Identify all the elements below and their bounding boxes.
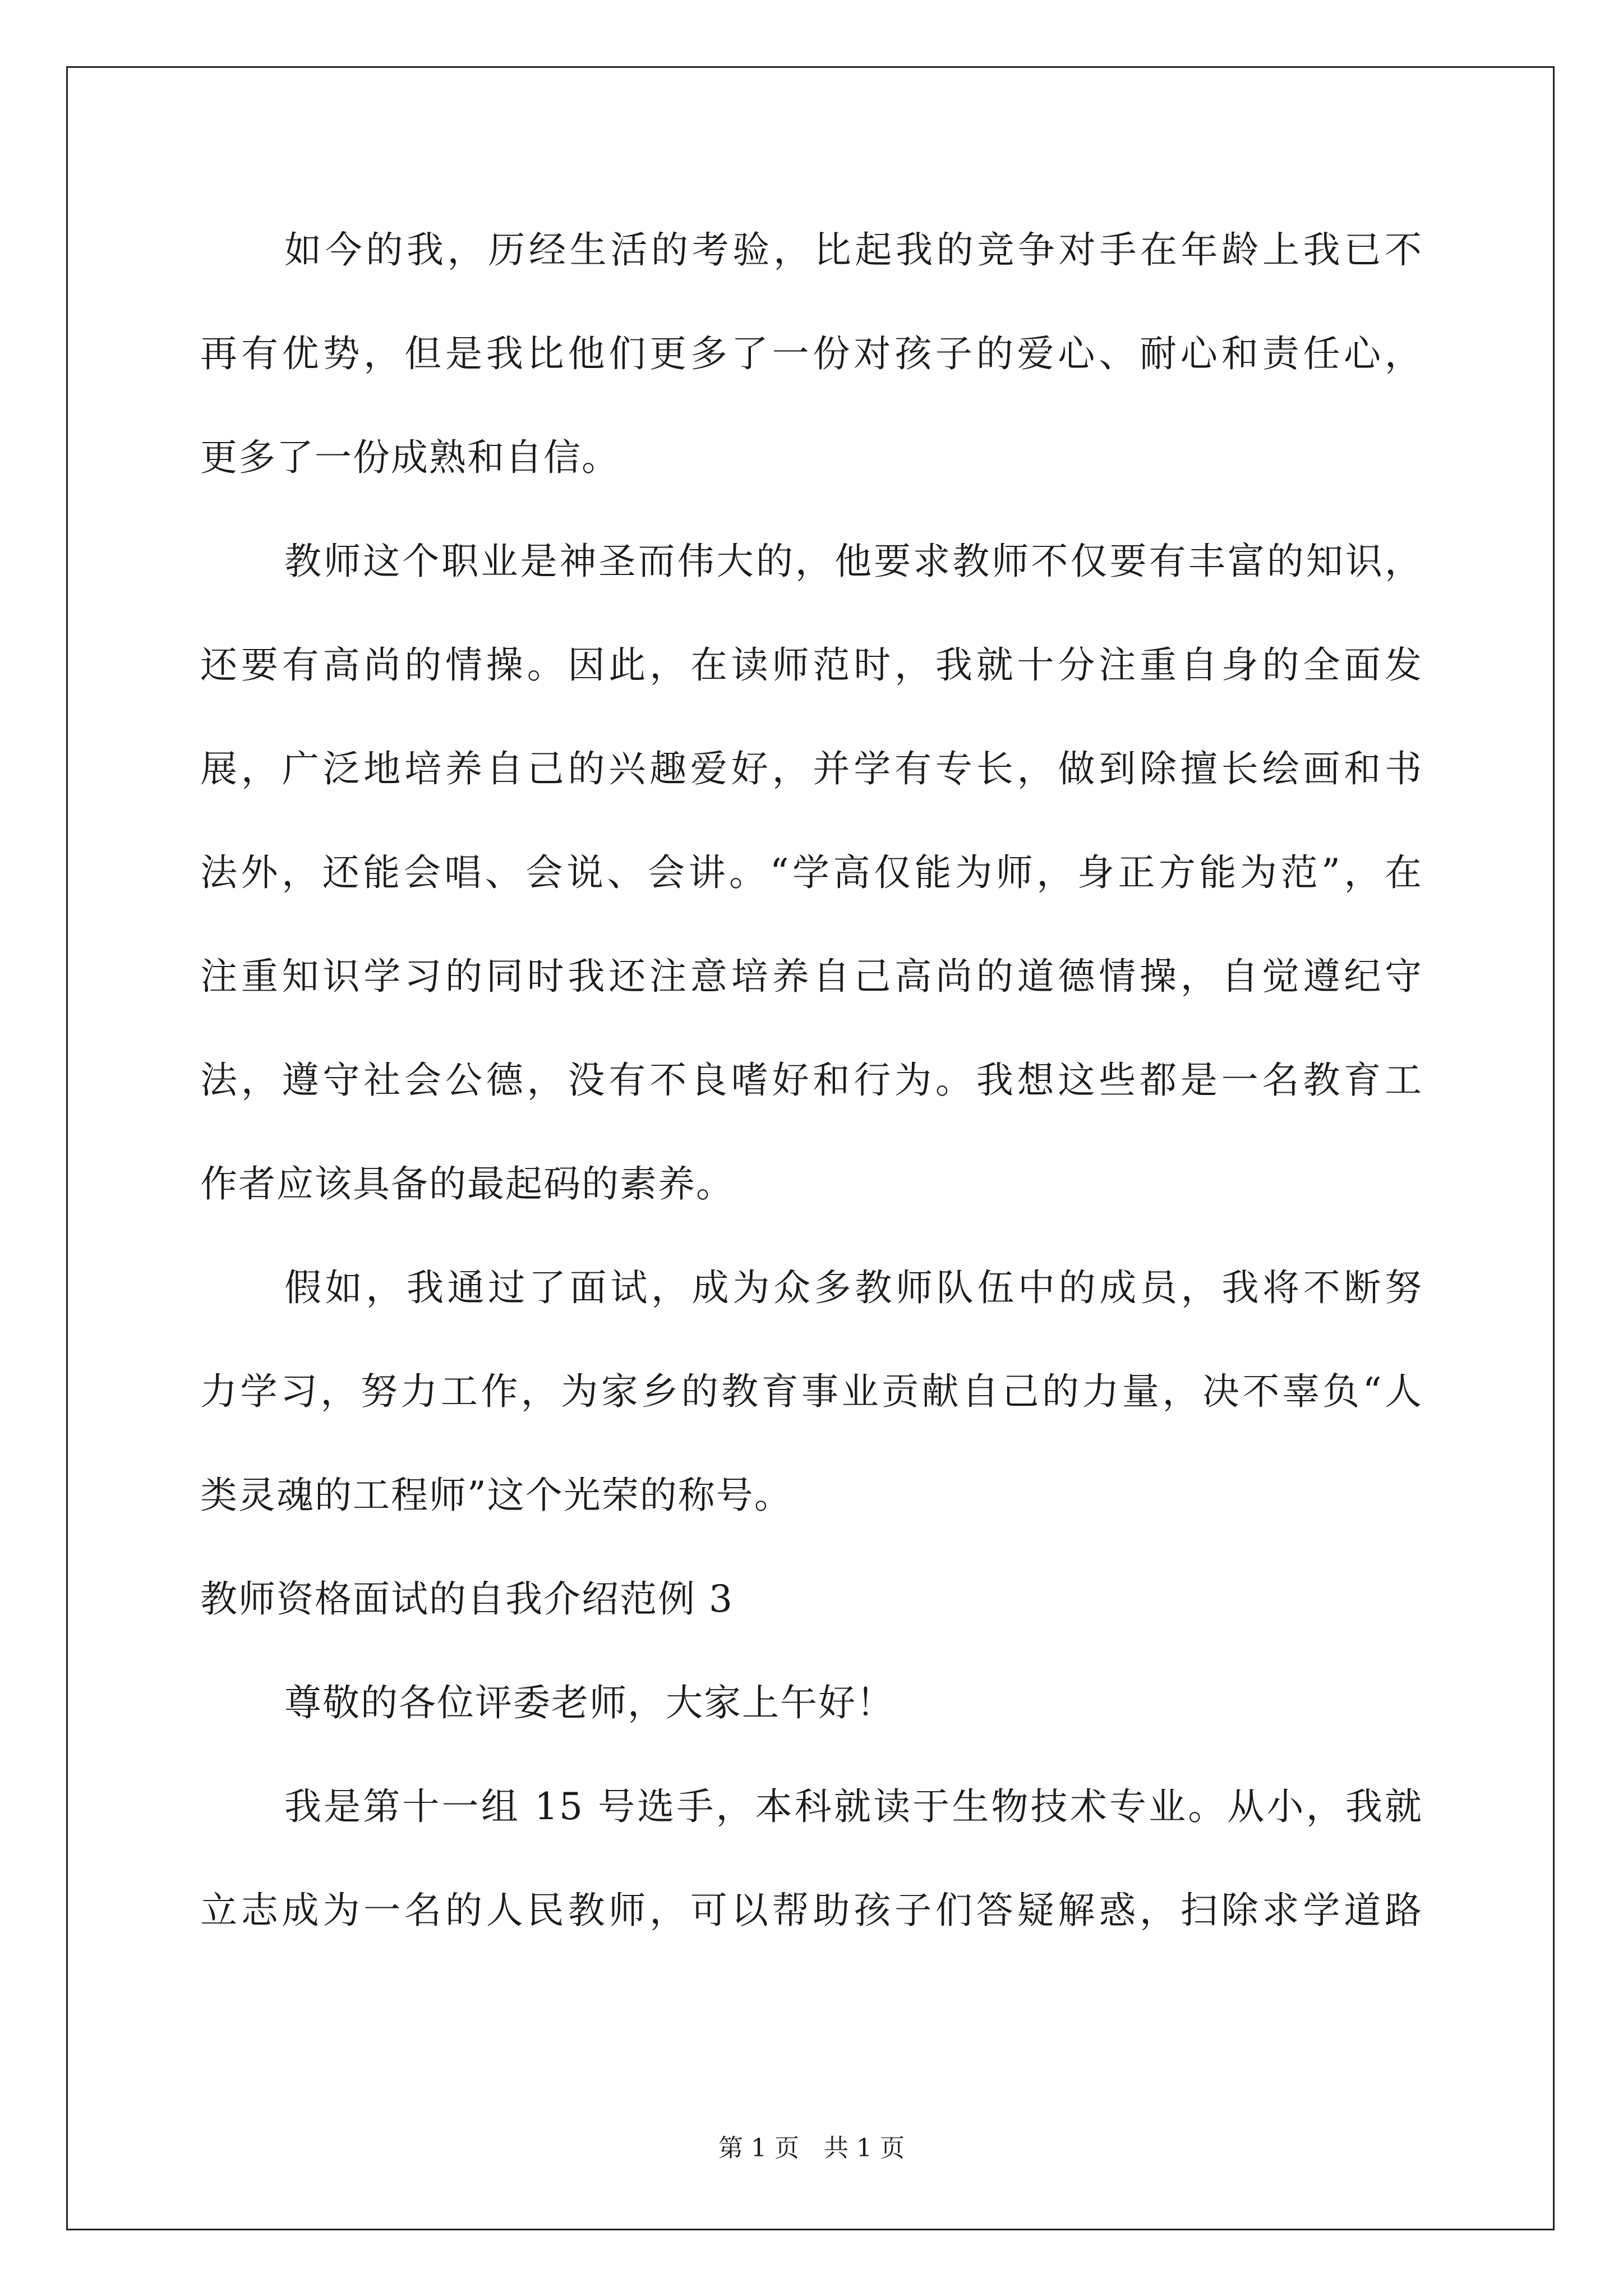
text-line: 法外，还能会唱、会说、会讲。“学高仅能为师，身正方能为范”，在	[200, 851, 1423, 894]
text-line: 法，遵守社会公德，没有不良嗜好和行为。我想这些都是一名教育工	[200, 1059, 1423, 1102]
text-line: 展，广泛地培养自己的兴趣爱好，并学有专长，做到除擅长绘画和书	[200, 747, 1423, 790]
text-line: 假如，我通过了面试，成为众多教师队伍中的成员，我将不断努	[284, 1266, 1423, 1309]
text-line: 立志成为一名的人民教师，可以帮助孩子们答疑解惑，扫除求学道路	[200, 1889, 1423, 1932]
text-line: 更多了一份成熟和自信。	[200, 436, 620, 479]
text-line: 类灵魂的工程师”这个光荣的称号。	[200, 1474, 792, 1517]
page-footer: 第 1 页 共 1 页	[718, 2134, 905, 2162]
text-line: 如今的我，历经生活的考验，比起我的竞争对手在年龄上我已不	[284, 228, 1423, 272]
text-line: 作者应该具备的最起码的素养。	[200, 1162, 734, 1205]
text-line: 尊敬的各位评委老师，大家上午好！	[284, 1681, 895, 1724]
text-line: 注重知识学习的同时我还注意培养自己高尚的道德情操，自觉遵纪守	[200, 955, 1423, 998]
document-body	[200, 222, 1423, 1986]
text-line: 教师这个职业是神圣而伟大的，他要求教师不仅要有丰富的知识，	[284, 540, 1423, 583]
text-line: 力学习，努力工作，为家乡的教育事业贡献自己的力量，决不辜负“人	[200, 1370, 1423, 1413]
text-line: 还要有高尚的情操。因此，在读师范时，我就十分注重自身的全面发	[200, 643, 1423, 687]
section-heading: 教师资格面试的自我介绍范例 3	[200, 1577, 734, 1621]
text-line: 再有优势，但是我比他们更多了一份对孩子的爱心、耐心和责任心，	[200, 332, 1423, 375]
text-line: 我是第十一组 15 号选手，本科就读于生物技术专业。从小，我就	[284, 1785, 1423, 1828]
